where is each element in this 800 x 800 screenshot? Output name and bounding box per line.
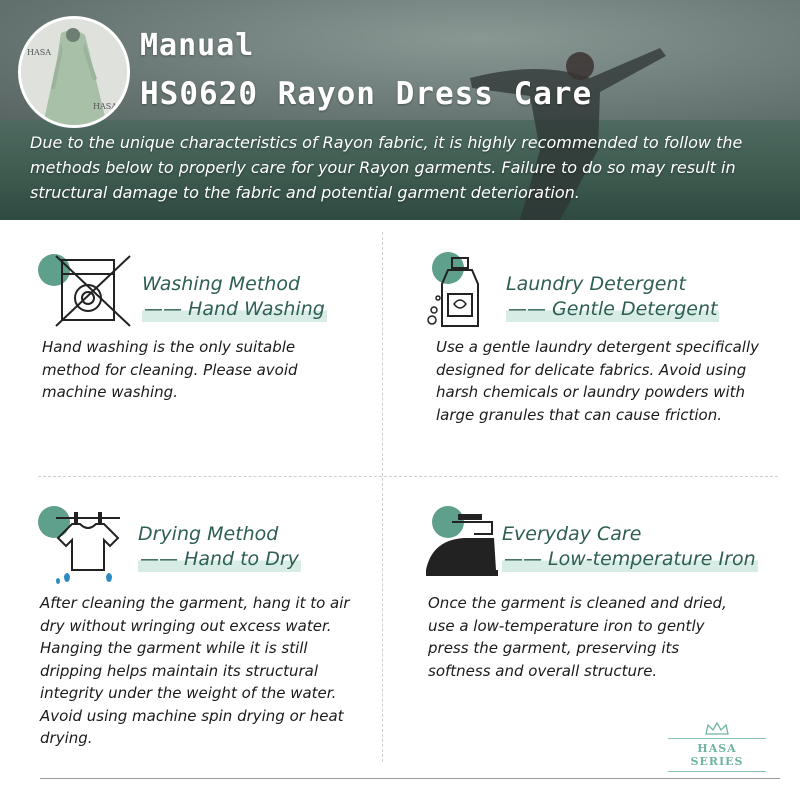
footer-rule bbox=[40, 778, 780, 779]
detergent-bottle-icon bbox=[426, 250, 506, 334]
drying-subtitle: —— Hand to Dry bbox=[140, 548, 299, 570]
everyday-title bbox=[502, 522, 758, 572]
washing-subtitle: —— Hand Washing bbox=[144, 298, 325, 320]
crown-icon bbox=[704, 722, 730, 736]
brand-logo bbox=[668, 720, 766, 770]
intro-text: Due to the unique characteristics of Rayon fabric, it is highly recommended to follow the methods below to properly care for your Rayon garments. Failure to do so may result in structural damage to the fabric and potential garment deterioration. bbox=[30, 133, 743, 202]
iron-icon bbox=[418, 504, 508, 584]
washing-title bbox=[142, 272, 327, 322]
horizontal-divider bbox=[38, 476, 778, 477]
washing-body: Hand washing is the only suitable method for cleaning. Please avoid machine washing. bbox=[42, 338, 298, 401]
page-subtitle: HS0620 Rayon Dress Care bbox=[140, 76, 593, 112]
everyday-body: Once the garment is cleaned and dried, use a low-temperature iron to gently press the garment, preserving its softness and overall structure. bbox=[428, 594, 727, 680]
detergent-title-text: Laundry Detergent bbox=[506, 273, 686, 295]
avatar-brand-right: HASA bbox=[93, 102, 118, 111]
detergent-title bbox=[506, 272, 719, 322]
hanging-shirt-icon bbox=[34, 504, 124, 590]
drying-body: After cleaning the garment, hang it to air dry without wringing out excess water. Hanging the garment while it is still dripping helps maintain its structural integrity under the weight of the water. Avoid using machine spin drying or heat drying. bbox=[40, 594, 350, 747]
header-banner bbox=[0, 0, 800, 220]
everyday-title-text: Everyday Care bbox=[502, 523, 642, 545]
drying-title-text: Drying Method bbox=[138, 523, 279, 545]
crossed-washing-machine-icon bbox=[34, 252, 134, 332]
page-title: Manual bbox=[140, 28, 255, 63]
vertical-divider bbox=[382, 232, 383, 762]
avatar-brand-left: HASA bbox=[27, 48, 52, 57]
everyday-subtitle: —— Low-temperature Iron bbox=[504, 548, 756, 570]
drying-title bbox=[138, 522, 301, 572]
product-avatar bbox=[18, 16, 130, 128]
detergent-subtitle: —— Gentle Detergent bbox=[508, 298, 718, 320]
detergent-body: Use a gentle laundry detergent specifically designed for delicate fabrics. Avoid using harsh chemicals or laundry powders with large granules that can cause friction. bbox=[436, 338, 760, 424]
logo-text: HASA SERIES bbox=[668, 738, 766, 772]
washing-title-text: Washing Method bbox=[142, 273, 301, 295]
